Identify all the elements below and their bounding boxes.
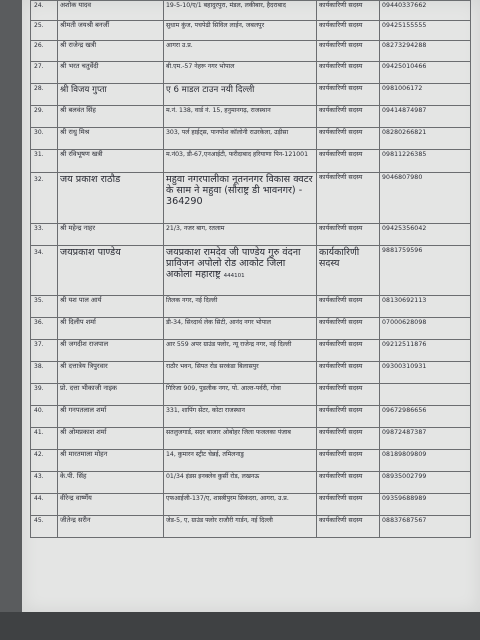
member-phone: 07000628098 bbox=[380, 318, 471, 340]
member-phone: 09425356042 bbox=[380, 224, 471, 246]
serial-number: 36. bbox=[31, 318, 58, 340]
member-address: 331, शापिंग सेंटर, कोटा राजस्थान bbox=[164, 406, 317, 428]
member-name: श्रीमती जयश्री बनर्जी bbox=[58, 21, 164, 41]
member-name: अशोक यादव bbox=[58, 1, 164, 21]
member-phone: 09414874987 bbox=[380, 106, 471, 128]
member-phone: 09811226385 bbox=[380, 150, 471, 173]
background-surface bbox=[0, 612, 480, 640]
member-address: 19-5-10/ए/1 बहादुरपुरा, मंडल, लकीबार, हैदराबाद bbox=[164, 1, 317, 21]
member-phone: 09672986656 bbox=[380, 406, 471, 428]
serial-number: 44. bbox=[31, 494, 58, 516]
table-row bbox=[31, 173, 471, 224]
member-status: कार्यकारिणी सदस्य bbox=[317, 62, 380, 84]
member-address: 21/3, नजर बाग, रतलाम bbox=[164, 224, 317, 246]
member-phone: 09425155555 bbox=[380, 21, 471, 41]
member-name: श्री विजय गुप्ता bbox=[58, 84, 164, 106]
member-status: कार्यकारिणी सदस्य bbox=[317, 406, 380, 428]
serial-number: 31. bbox=[31, 150, 58, 173]
member-name: श्री गनपतलाल शर्मा bbox=[58, 406, 164, 428]
table-row bbox=[31, 246, 471, 296]
member-phone: 0981006172 bbox=[380, 84, 471, 106]
member-status: कार्यकारिणी सदस्य bbox=[317, 246, 380, 296]
serial-number: 37. bbox=[31, 340, 58, 362]
serial-number: 30. bbox=[31, 128, 58, 150]
member-address: आगरा उ.प्र. bbox=[164, 41, 317, 62]
member-name: श्री जगदीश राजपाल bbox=[58, 340, 164, 362]
table-row bbox=[31, 384, 471, 406]
address-pincode: 444101 bbox=[223, 273, 245, 279]
member-name: श्री दत्तात्रेय त्रिपुरवार bbox=[58, 362, 164, 384]
member-address: राठौर भवन, सिपत रोड सरकंडा बिलासपुर bbox=[164, 362, 317, 384]
member-name: प्रो. दत्ता भीकाजी नाइक bbox=[58, 384, 164, 406]
member-name: श्री राजेन्द्र खत्री bbox=[58, 41, 164, 62]
table-row bbox=[31, 62, 471, 84]
serial-number: 26. bbox=[31, 41, 58, 62]
member-name: जयप्रकाश पाण्डेय bbox=[58, 246, 164, 296]
table-row bbox=[31, 406, 471, 428]
member-address: आर 559 अपर ग्राउंड फ्लोर, न्यू राजेन्द्र नगर, नई दिल्ली bbox=[164, 340, 317, 362]
member-name: वीरेन्द्र वार्ष्णेय bbox=[58, 494, 164, 516]
member-address bbox=[164, 246, 317, 296]
member-phone: 08935002799 bbox=[380, 472, 471, 494]
member-address: डी-34, सिध्दार्थ लेक सिटी, आनंद नगर भोपाल bbox=[164, 318, 317, 340]
member-status: कार्यकारिणी सदस्य bbox=[317, 106, 380, 128]
serial-number: 34. bbox=[31, 246, 58, 296]
member-status: कार्यकारिणी सदस्य bbox=[317, 472, 380, 494]
serial-number: 42. bbox=[31, 450, 58, 472]
member-name: श्री ओमप्रकाश शर्मा bbox=[58, 428, 164, 450]
serial-number: 25. bbox=[31, 21, 58, 41]
member-phone: 09212511876 bbox=[380, 340, 471, 362]
member-phone: 9046807980 bbox=[380, 173, 471, 224]
member-address: एफआईजी-137/ए, शास्त्रीपुरम सिकंदरा, आगरा, उ.प्र. bbox=[164, 494, 317, 516]
serial-number: 38. bbox=[31, 362, 58, 384]
member-status: कार्यकारिणी सदस्य bbox=[317, 173, 380, 224]
serial-number: 32. bbox=[31, 173, 58, 224]
member-address: 303, पर्ल हाईट्स, पानपोश कॉलोनी राउरकेला, उड़ीसा bbox=[164, 128, 317, 150]
member-name: जीतेन्द्र सरीन bbox=[58, 516, 164, 538]
table-row bbox=[31, 428, 471, 450]
member-name: श्री भरत चतुर्वेदी bbox=[58, 62, 164, 84]
member-address: ए 6 माडल टाउन नयी दिल्ली bbox=[164, 84, 317, 106]
member-phone: 09872487387 bbox=[380, 428, 471, 450]
table-row bbox=[31, 106, 471, 128]
member-name: जय प्रकाश राठौड bbox=[58, 173, 164, 224]
member-status: कार्यकारिणी सदस्य bbox=[317, 224, 380, 246]
table-row bbox=[31, 318, 471, 340]
table-row bbox=[31, 150, 471, 173]
serial-number: 28. bbox=[31, 84, 58, 106]
member-status: कार्यकारिणी सदस्य bbox=[317, 296, 380, 318]
table-row bbox=[31, 1, 471, 21]
table-row bbox=[31, 340, 471, 362]
table-row bbox=[31, 516, 471, 538]
member-status: कार्यकारिणी सदस्य bbox=[317, 41, 380, 62]
serial-number: 41. bbox=[31, 428, 58, 450]
member-phone bbox=[380, 384, 471, 406]
member-status: कार्यकारिणी सदस्य bbox=[317, 21, 380, 41]
member-status: कार्यकारिणी सदस्य bbox=[317, 516, 380, 538]
member-phone: 08130692113 bbox=[380, 296, 471, 318]
member-address: जेड-5, ए, ग्राउंड फ्लोर राजौरी गार्डन, नई दिल्ली bbox=[164, 516, 317, 538]
serial-number: 33. bbox=[31, 224, 58, 246]
member-status: कार्यकारिणी सदस्य bbox=[317, 1, 380, 21]
member-name: श्री राधु मिश्र bbox=[58, 128, 164, 150]
table-row bbox=[31, 128, 471, 150]
table-row bbox=[31, 41, 471, 62]
table-row bbox=[31, 494, 471, 516]
member-name: श्री दिलीप शर्मा bbox=[58, 318, 164, 340]
member-status: कार्यकारिणी सदस्य bbox=[317, 450, 380, 472]
serial-number: 27. bbox=[31, 62, 58, 84]
table-row bbox=[31, 224, 471, 246]
member-phone: 09425010466 bbox=[380, 62, 471, 84]
member-name: श्री बलवंत सिंह bbox=[58, 106, 164, 128]
member-address: तिलक नगर, नई दिल्ली bbox=[164, 296, 317, 318]
member-address: 14, कुमारन स्ट्रीट चेन्नई, तमिलनाडु bbox=[164, 450, 317, 472]
serial-number: 43. bbox=[31, 472, 58, 494]
table-row bbox=[31, 296, 471, 318]
serial-number: 24. bbox=[31, 1, 58, 21]
member-status: कार्यकारिणी सदस्य bbox=[317, 362, 380, 384]
member-phone: 09359688989 bbox=[380, 494, 471, 516]
serial-number: 45. bbox=[31, 516, 58, 538]
members-table bbox=[30, 0, 471, 538]
member-phone: 08280266821 bbox=[380, 128, 471, 150]
table-row bbox=[31, 450, 471, 472]
member-phone: 08837687567 bbox=[380, 516, 471, 538]
member-status: कार्यकारिणी सदस्य bbox=[317, 494, 380, 516]
member-address: बी.एम.-57 नेहरू नगर भोपाल bbox=[164, 62, 317, 84]
member-address: सुधाम कुंज, पचपेढी सिविल लाईन, जबलपुर bbox=[164, 21, 317, 41]
table-row bbox=[31, 84, 471, 106]
member-status: कार्यकारिणी सदस्य bbox=[317, 340, 380, 362]
member-phone: 08189809809 bbox=[380, 450, 471, 472]
member-status: कार्यकारिणी सदस्य bbox=[317, 84, 380, 106]
member-name: श्री महेन्द्र नाहर bbox=[58, 224, 164, 246]
member-name: श्री रविभूषण खत्री bbox=[58, 150, 164, 173]
member-address: सतलुजगार्ड, सदर बाजार ओबोहर जिला फजलका पंजाब bbox=[164, 428, 317, 450]
member-name: के.पी. सिंह bbox=[58, 472, 164, 494]
serial-number: 39. bbox=[31, 384, 58, 406]
member-address: म.नं. 138, वार्ड नं. 15, हनुमानगढ़, राजस्थान bbox=[164, 106, 317, 128]
member-phone: 08273294288 bbox=[380, 41, 471, 62]
member-status: कार्यकारिणी सदस्य bbox=[317, 318, 380, 340]
member-name: श्री मारतमाला मोहन bbox=[58, 450, 164, 472]
member-address: गिरिजा 909, पुडलीक नगर, पो. आल्त-पर्वरी, गोवा bbox=[164, 384, 317, 406]
member-name: श्री यश पाल आर्य bbox=[58, 296, 164, 318]
member-phone: 9881759596 bbox=[380, 246, 471, 296]
member-status: कार्यकारिणी सदस्य bbox=[317, 128, 380, 150]
serial-number: 35. bbox=[31, 296, 58, 318]
member-address: महुवा नगरपालीका नूतननगर विकास क्वटर के साम ने महुवा (सौराष्ट्र डी भावनगर) - 364290 bbox=[164, 173, 317, 224]
member-status: कार्यकारिणी सदस्य bbox=[317, 384, 380, 406]
serial-number: 29. bbox=[31, 106, 58, 128]
member-status: कार्यकारिणी सदस्य bbox=[317, 150, 380, 173]
member-address: म.नं03, डी-67,एनआईटी, फरीदाबाद हरियाणा पिन-121001 bbox=[164, 150, 317, 173]
address-text: जयप्रकाश रामदेव जी पाण्डेय गुरु वंदना प्राविजन अपोलो रोड आकोट जिला अकोला महाराष्ट्र bbox=[166, 247, 301, 280]
serial-number: 40. bbox=[31, 406, 58, 428]
table-row bbox=[31, 472, 471, 494]
member-status: कार्यकारिणी सदस्य bbox=[317, 428, 380, 450]
member-phone: 09300310931 bbox=[380, 362, 471, 384]
member-address: 01/34 इंडस इनक्लेव कुर्सी रोड, लखनऊ bbox=[164, 472, 317, 494]
member-phone: 09440337662 bbox=[380, 1, 471, 21]
table-row bbox=[31, 362, 471, 384]
table-row bbox=[31, 21, 471, 41]
